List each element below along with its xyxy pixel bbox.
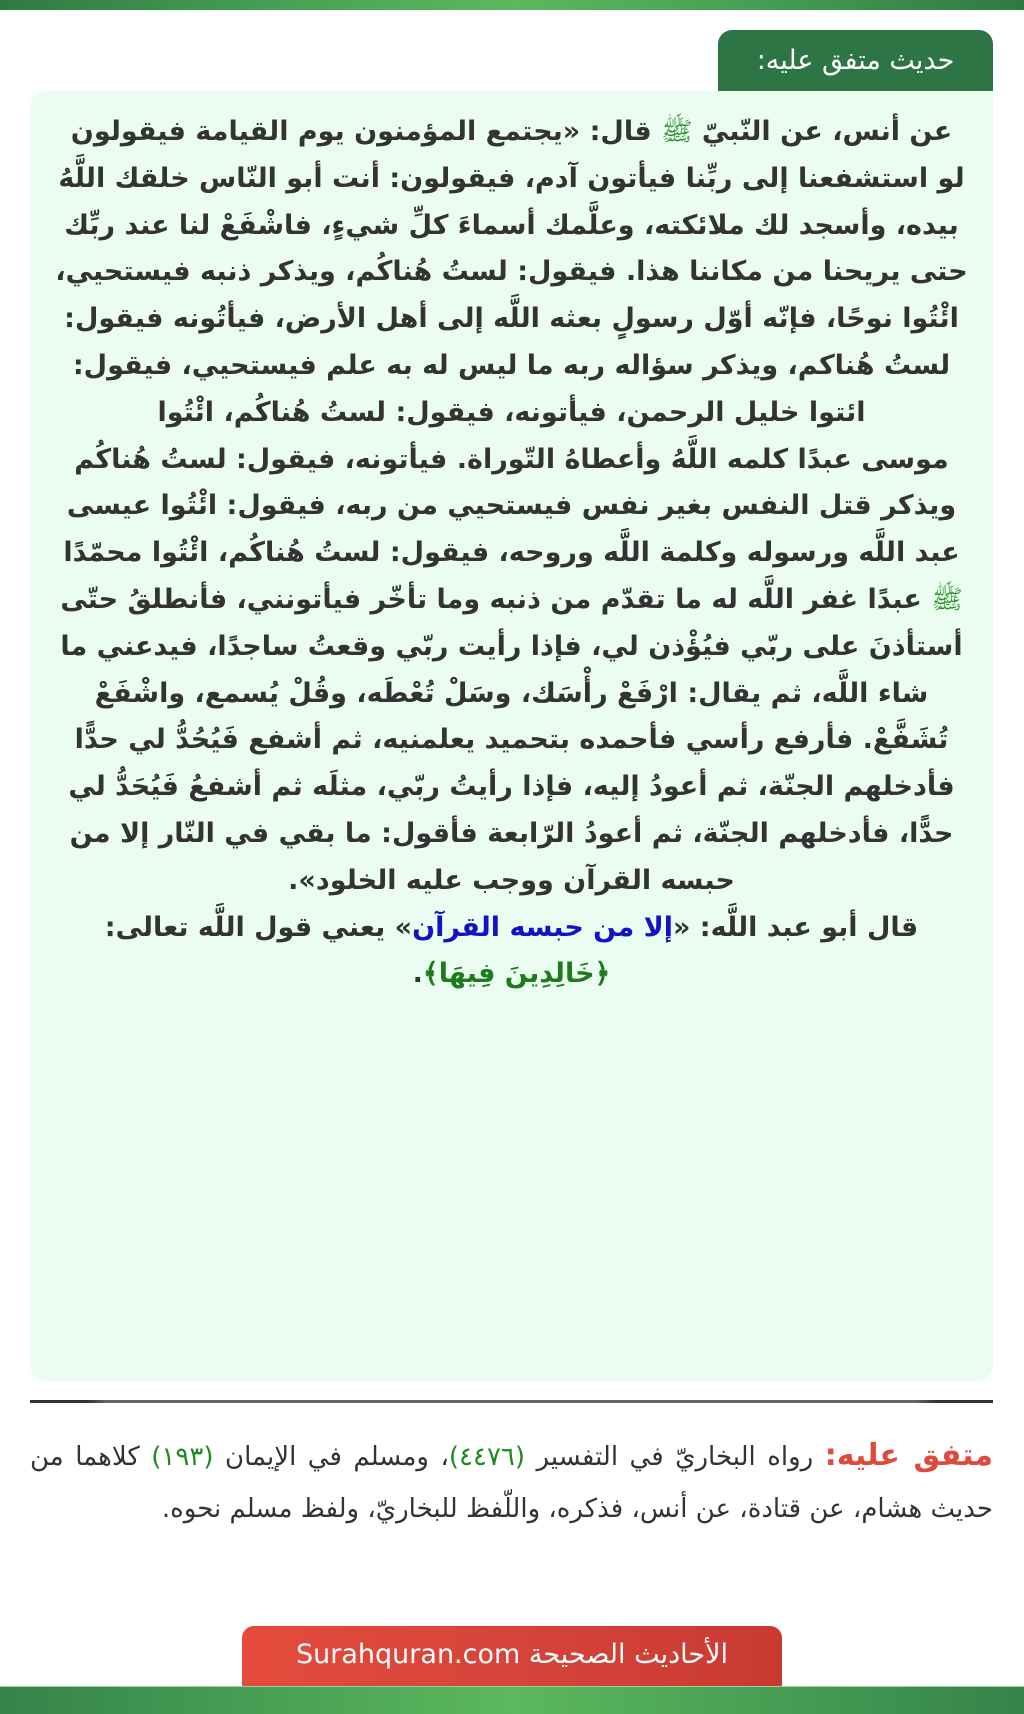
hadith-text	[54, 109, 969, 998]
bottom-decorative-bar	[0, 1686, 1024, 1714]
hadith-text-part: قال: «يجتمع المؤمنون يوم القيامة فيقولون لو استشفعنا إلى ربِّنا فيأتون آدم، فيقولون: أنت أبو النّاس خلقك اللَّهُ بيده، وأسجد لك ملائكته، وعلَّمك أسماءَ كلِّ شيءٍ، فاشْفَعْ لنا عند ربِّك حتى يريحنا من مكاننا هذا. فيقول: لستُ هُناكُم، ويذكر ذنبه فيستحيي، ائْتُوا نوحًا، فإنّه أوّل رسولٍ بعثه اللَّه إلى أهل الأرض، فيأتُونه فيقول: لستُ هُناكم، ويذكر سؤاله ربه ما ليس له به علم فيستحيي، فيقول: ائتوا خليل الرحمن، فيأتونه، فيقول: لستُ هُناكُم، ائْتُوا	[55, 116, 968, 428]
hadith-label: حديث متفق عليه:	[718, 30, 993, 91]
source-note	[30, 1430, 993, 1535]
pbuh-icon: ﷺ	[931, 584, 963, 615]
highlighted-phrase: إلا من حبسه القرآن	[412, 911, 673, 943]
reference-number: (١٩٣)	[151, 1442, 214, 1472]
hadith-text-part: عبدًا غفر اللَّه له ما تقدّم من ذنبه وما تأخّر فيأتونني، فأنطلقُ حتّى أستأذنَ على ربّي فيُؤْذن لي، فإذا رأيت ربّي وقعتُ ساجدًا، فيدعني ما شاء اللَّه، ثم يقال: ارْفَعْ رأْسَك، وسَلْ تُعْطَه، وقُلْ يُسمع، واشْفَعْ تُشَفَّعْ. فأرفع رأسي فأحمده بتحميد يعلمنيه، ثم أشفع فَيُحُدُّ لي حدًّا فأدخلهم الجنّة، ثم أعودُ إليه، فإذا رأيتُ ربّي، مثلَه ثم أشفعُ فَيُحَدُّ لي حدًّا، فأدخلهم الجنّة، ثم أعودُ الرّابعة فأقول: ما بقي في النّار إلا من حبسه القرآن ووجب عليه الخلود».	[60, 583, 963, 896]
top-decorative-bar	[0, 0, 1024, 10]
hadith-text-part: عن أنس، عن النّبيّ	[701, 116, 953, 147]
hadith-box	[30, 91, 993, 1381]
pbuh-icon: ﷺ	[661, 117, 693, 147]
hadith-text-part: موسى عبدًا كلمه اللَّهُ وأعطاهُ التّوراة. فيأتونه، فيقول: لستُ هُناكُم ويذكر قتل النفس بغير نفس فيستحيي من ربه، فيقول: ائْتُوا عيسى عبد اللَّه ورسوله وكلمة اللَّه وروحه، فيقول: لستُ هُناكُم، ائْتُوا محمّدًا	[63, 443, 960, 569]
source-text: رواه البخاريّ في التفسير	[525, 1442, 825, 1472]
source-text: كلاهما من حديث هشام، عن قتادة، عن أنس، فذكره، واللّفظ للبخاريّ، ولفظ مسلم نحوه.	[30, 1442, 993, 1524]
quran-verse: ﴿خَالِدِينَ فِيهَا﴾	[422, 958, 611, 990]
site-brand-button[interactable]: الأحاديث الصحيحة Surahquran.com	[242, 1626, 782, 1686]
source-text: ، ومسلم في الإيمان	[213, 1442, 449, 1472]
source-title: متفق عليه:	[824, 1438, 994, 1473]
hadith-text-part: » يعني قول اللَّه تعالى:	[104, 911, 413, 943]
reference-number: (٤٤٧٦)	[448, 1442, 526, 1472]
hadith-text-part: قال أبو عبد اللَّه: «	[672, 911, 919, 943]
hadith-text-part: .	[412, 958, 423, 990]
divider	[30, 1400, 993, 1403]
